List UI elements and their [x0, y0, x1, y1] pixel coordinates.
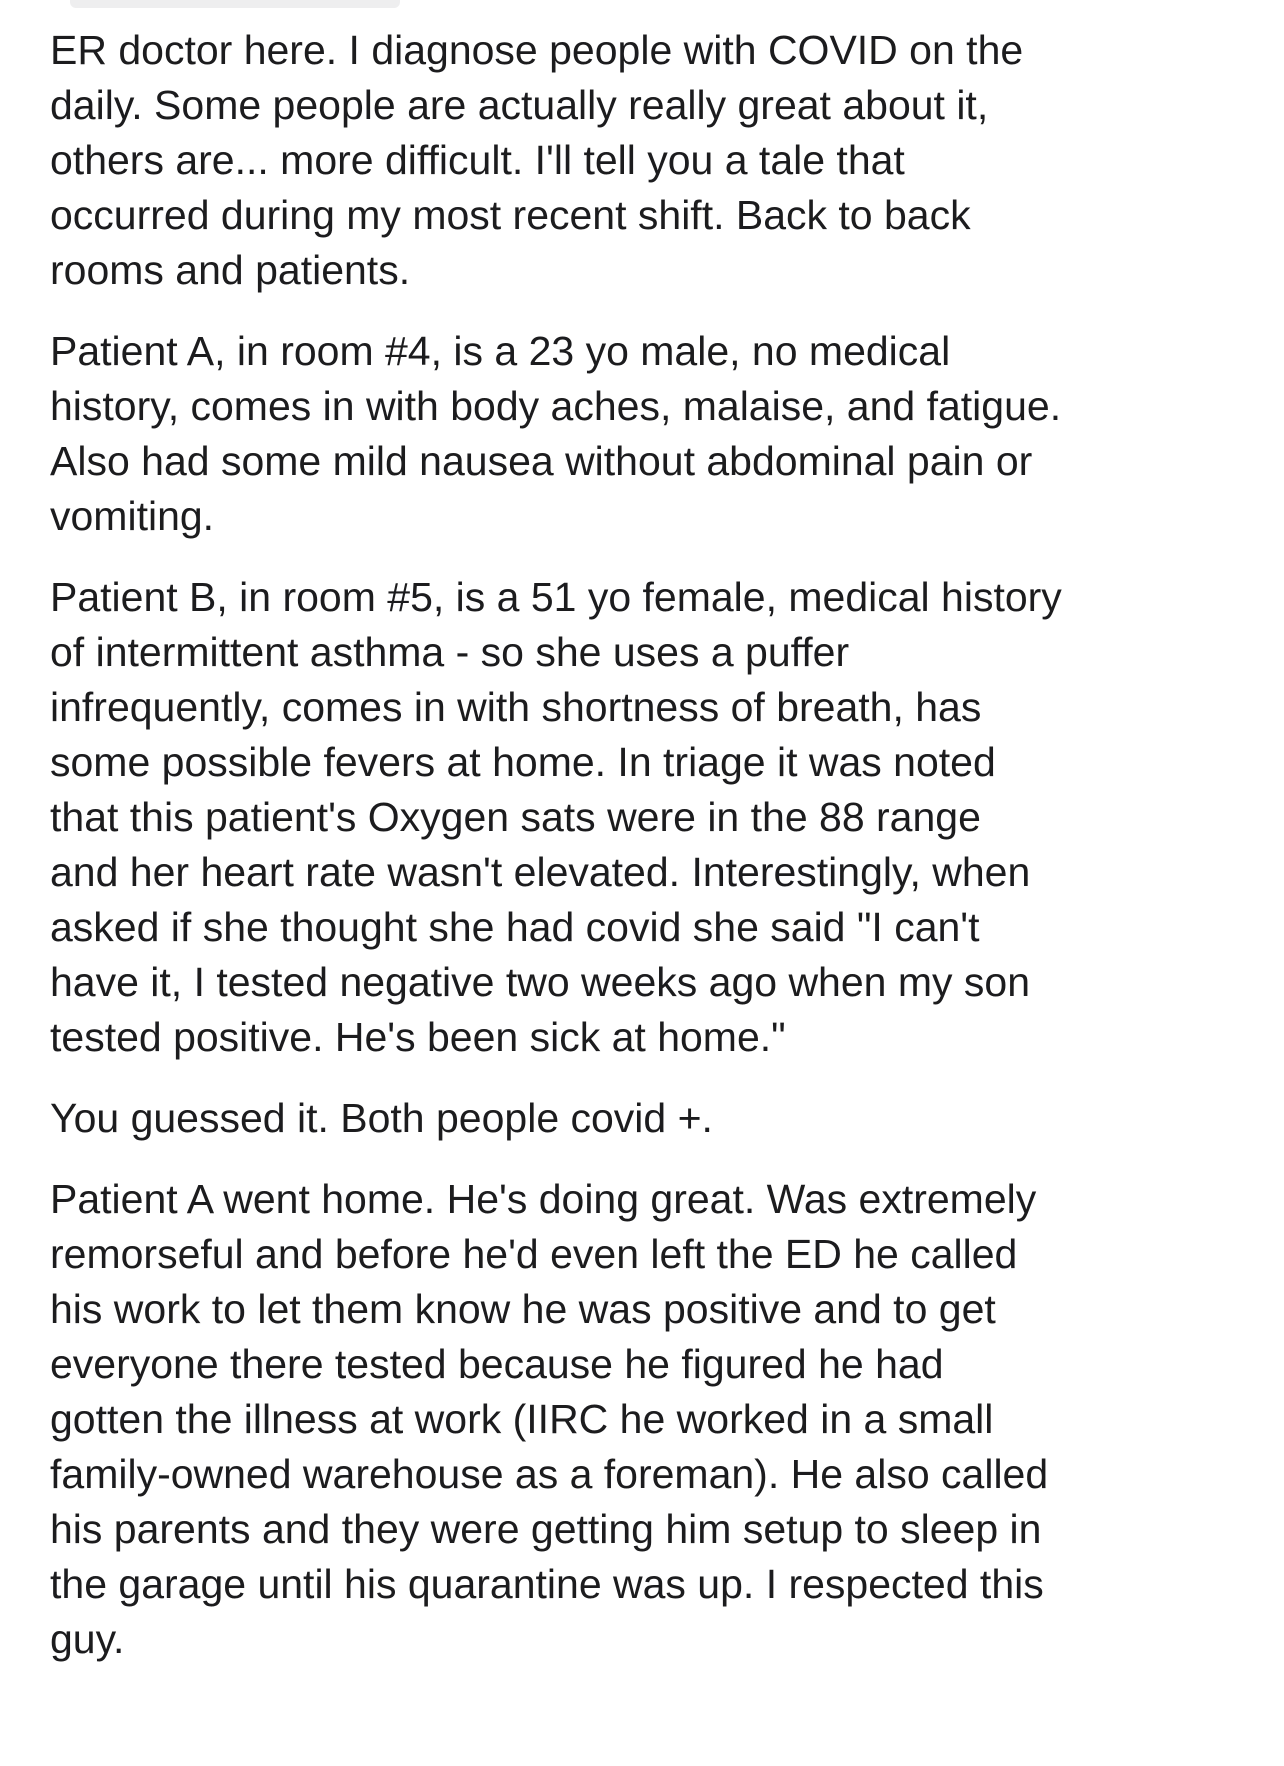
paragraph-result: You guessed it. Both people covid +.	[50, 1095, 713, 1141]
paragraph-patient-a: Patient A, in room #4, is a 23 yo male, no medical history, comes in with body aches, malaise, and fatigue. Also had some mild nausea without abdominal pain or vomiting.	[50, 328, 1062, 539]
paragraph-intro: ER doctor here. I diagnose people with COVID on the daily. Some people are actually really great about it, others are... more difficult. I'll tell you a tale that occurred during my most recent shift. Back to back rooms and patients.	[50, 27, 1024, 293]
previous-element-edge	[70, 0, 400, 8]
paragraph-patient-b: Patient B, in room #5, is a 51 yo female, medical history of intermittent asthma - so she uses a puffer infrequently, comes in with shortness of breath, has some possible fevers at home. In triage it was noted that this patient's Oxygen sats were in the 88 range and her heart rate wasn't elevated. Interestingly, when asked if she thought she had covid she said "I can't have it, I tested negative two weeks ago when my son tested positive. He's been sick at home."	[50, 574, 1062, 1060]
paragraph-outcome-a: Patient A went home. He's doing great. Was extremely remorseful and before he'd even left the ED he called his work to let them know he was positive and to get everyone there tested because he figured he had gotten the illness at work (IIRC he worked in a small family-owned warehouse as a foreman). He also called his parents and they were getting him setup to sleep in the garage until his quarantine was up. I respected this guy.	[50, 1176, 1049, 1662]
post-body	[50, 23, 1240, 1693]
